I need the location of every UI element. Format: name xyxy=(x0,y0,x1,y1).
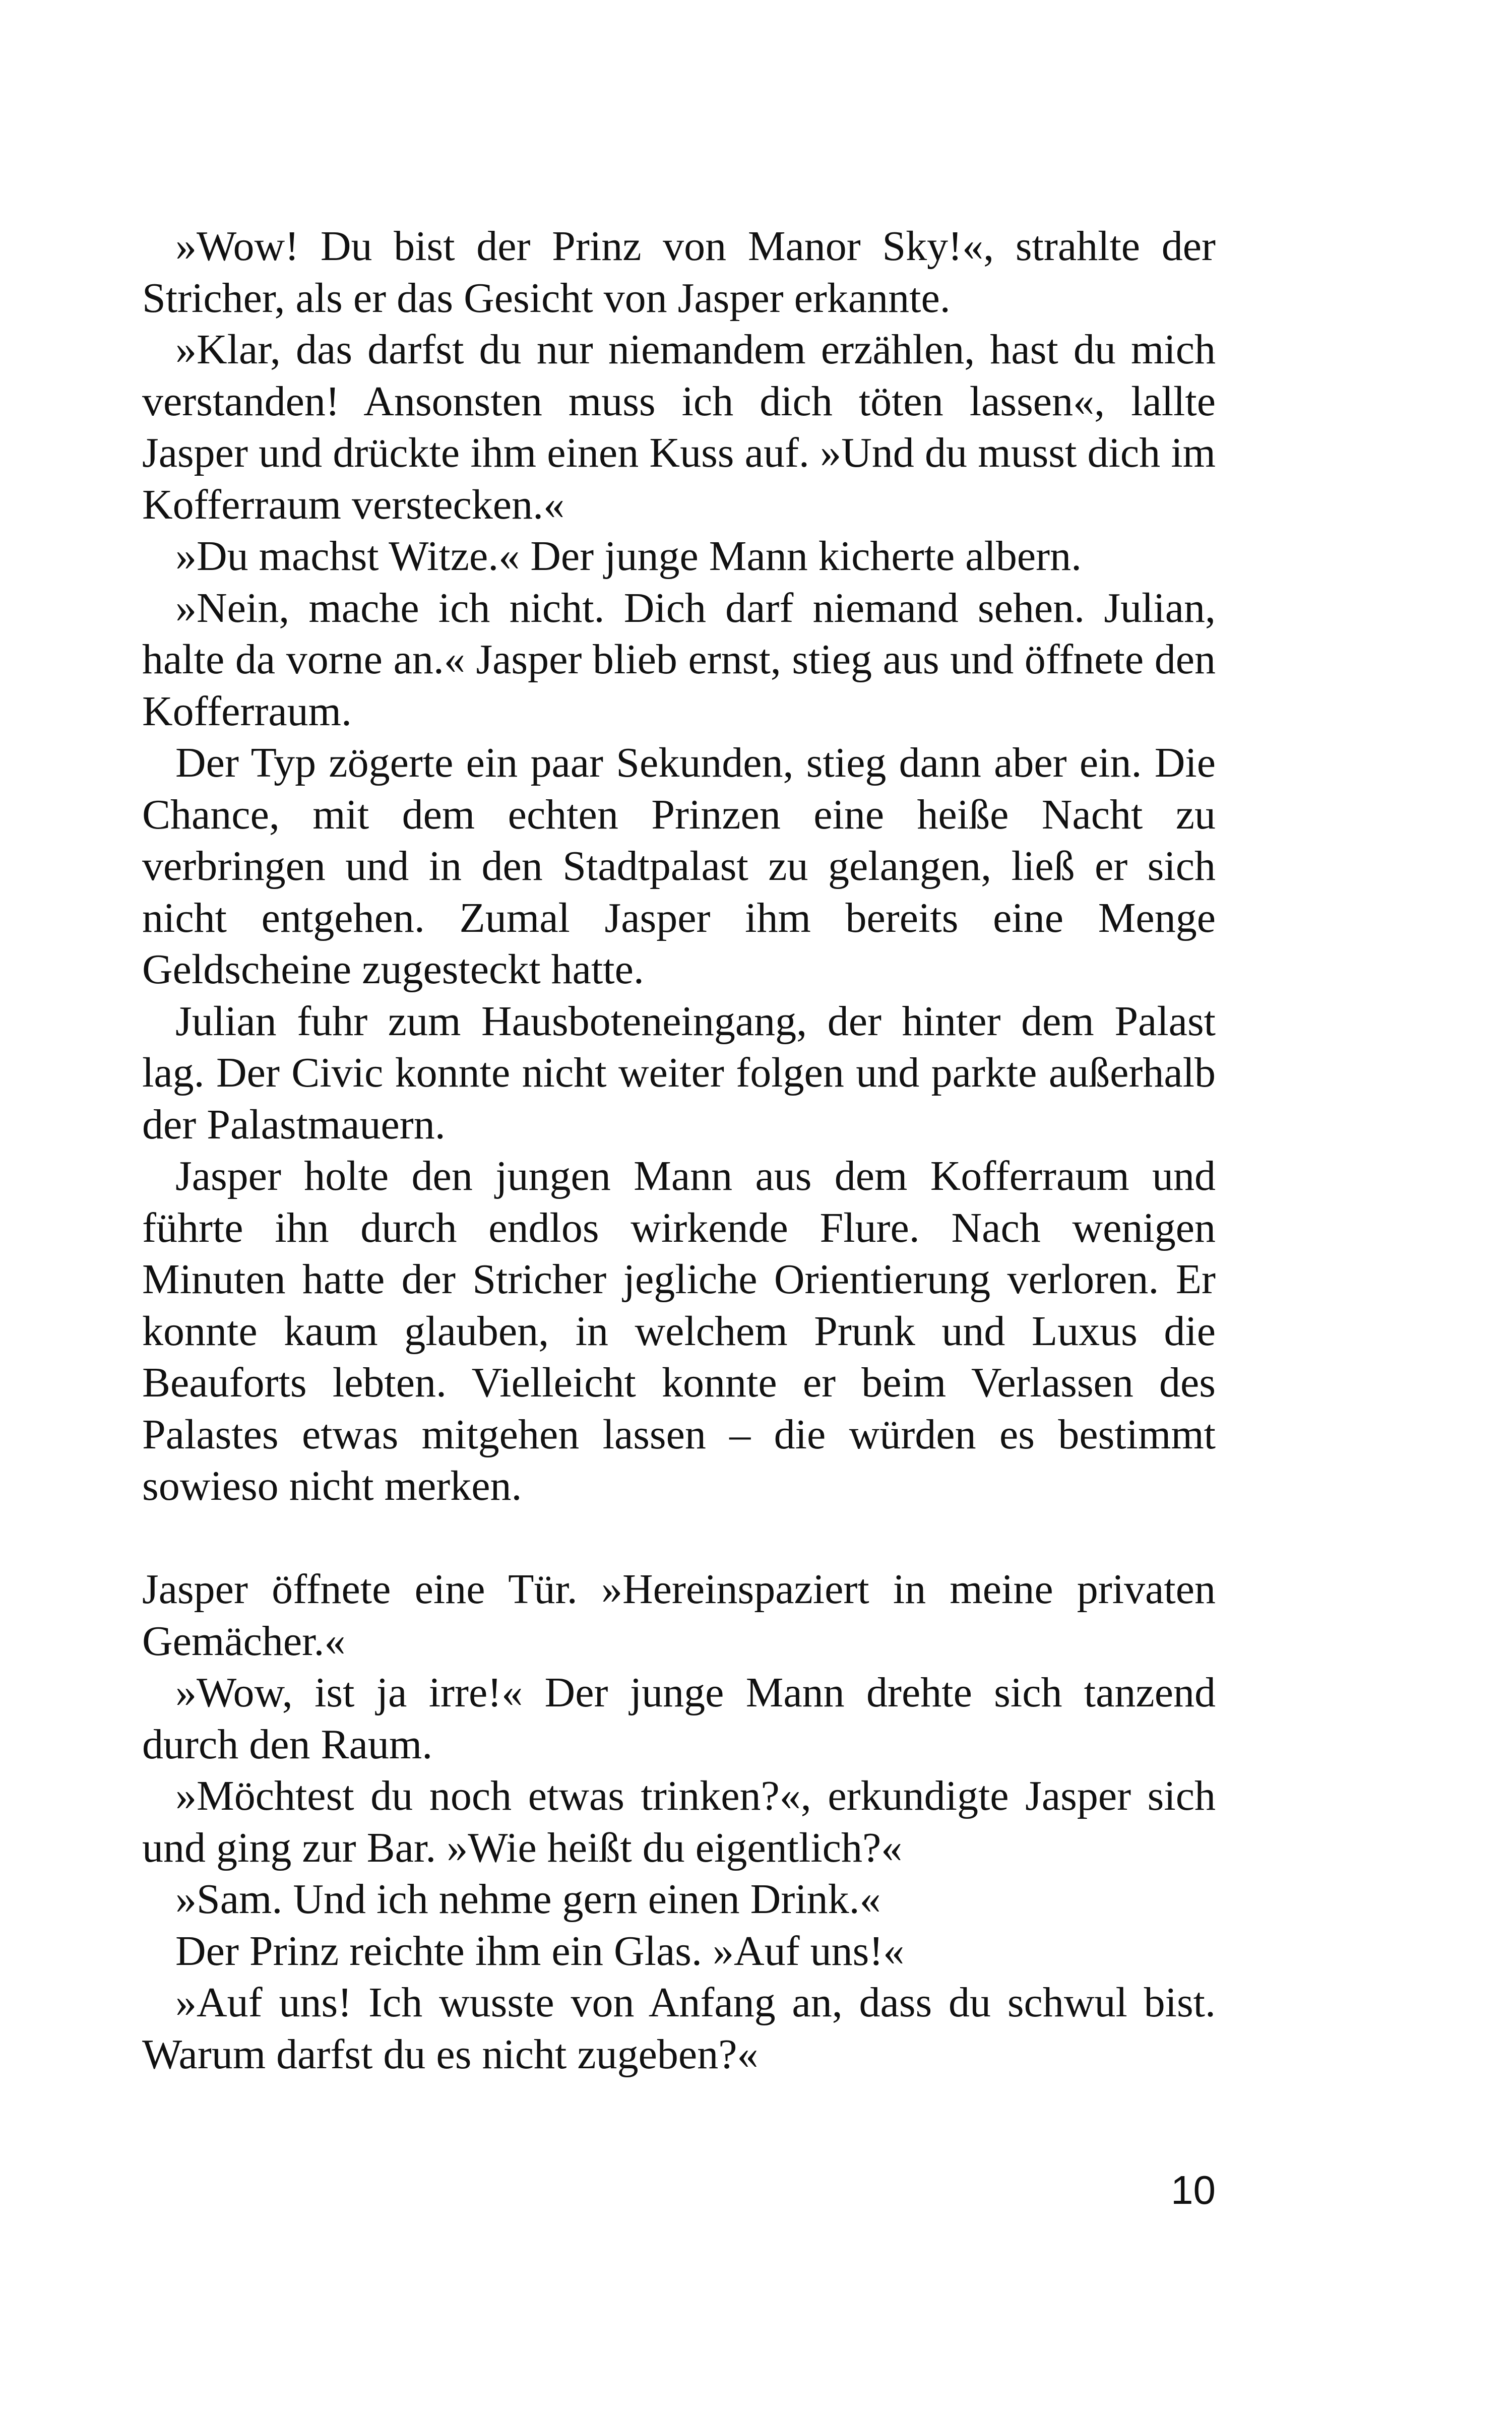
paragraph: »Klar, das darfst du nur niemandem erzählen, hast du mich verstanden! Ansonsten muss ich dich töten lassen«, lallte Jasper und drückte ihm einen Kuss auf. »Und du musst dich im Kofferraum verstecken.« xyxy=(142,326,1216,528)
scene-break xyxy=(142,1512,1216,1564)
paragraph: »Sam. Und ich nehme gern einen Drink.« xyxy=(175,1876,881,1923)
paragraph: »Nein, mache ich nicht. Dich darf niemand sehen. Julian, halte da vorne an.« Jasper blieb ernst, stieg aus und öffnete den Kofferraum. xyxy=(142,584,1216,735)
paragraph: »Du machst Witze.« Der junge Mann kicherte albern. xyxy=(175,533,1082,580)
paragraph: Julian fuhr zum Hausboteneingang, der hinter dem Palast lag. Der Civic konnte nicht weiter folgen und parkte außerhalb der Palastmauern. xyxy=(142,997,1216,1148)
paragraph: Jasper holte den jungen Mann aus dem Kofferraum und führte ihn durch endlos wirkende Flure. Nach wenigen Minuten hatte der Stricher jegliche Orientierung verloren. Er konnte kaum glauben, in welchem Prunk und Luxus die Beauforts lebten. Vielleicht konnte er beim Verlassen des Palastes etwas mitgehen lassen – die würden es bestimmt sowieso nicht merken. xyxy=(142,1153,1216,1509)
paragraph: »Auf uns! Ich wusste von Anfang an, dass du schwul bist. Warum darfst du es nicht zugeben?« xyxy=(142,1979,1216,2078)
body-text xyxy=(142,221,1216,2080)
paragraph: Jasper öffnete eine Tür. »Hereinspaziert in meine privaten Gemächer.« xyxy=(142,1566,1216,1665)
page-number: 10 xyxy=(1171,2168,1216,2212)
paragraph: Der Typ zögerte ein paar Sekunden, stieg dann aber ein. Die Chance, mit dem echten Prinzen eine heiße Nacht zu verbringen und in den Stadtpalast zu gelangen, ließ er sich nicht entgehen. Zumal Jasper ihm bereits eine Menge Geldscheine zugesteckt hatte. xyxy=(142,739,1216,993)
paragraph: »Wow! Du bist der Prinz von Manor Sky!«, strahlte der Stricher, als er das Gesicht von Jasper erkannte. xyxy=(142,223,1216,322)
paragraph: Der Prinz reichte ihm ein Glas. »Auf uns!« xyxy=(175,1927,905,1975)
paragraph: »Wow, ist ja irre!« Der junge Mann drehte sich tanzend durch den Raum. xyxy=(142,1669,1216,1768)
paragraph: »Möchtest du noch etwas trinken?«, erkundigte Jasper sich und ging zur Bar. »Wie heißt du eigentlich?« xyxy=(142,1772,1216,1871)
